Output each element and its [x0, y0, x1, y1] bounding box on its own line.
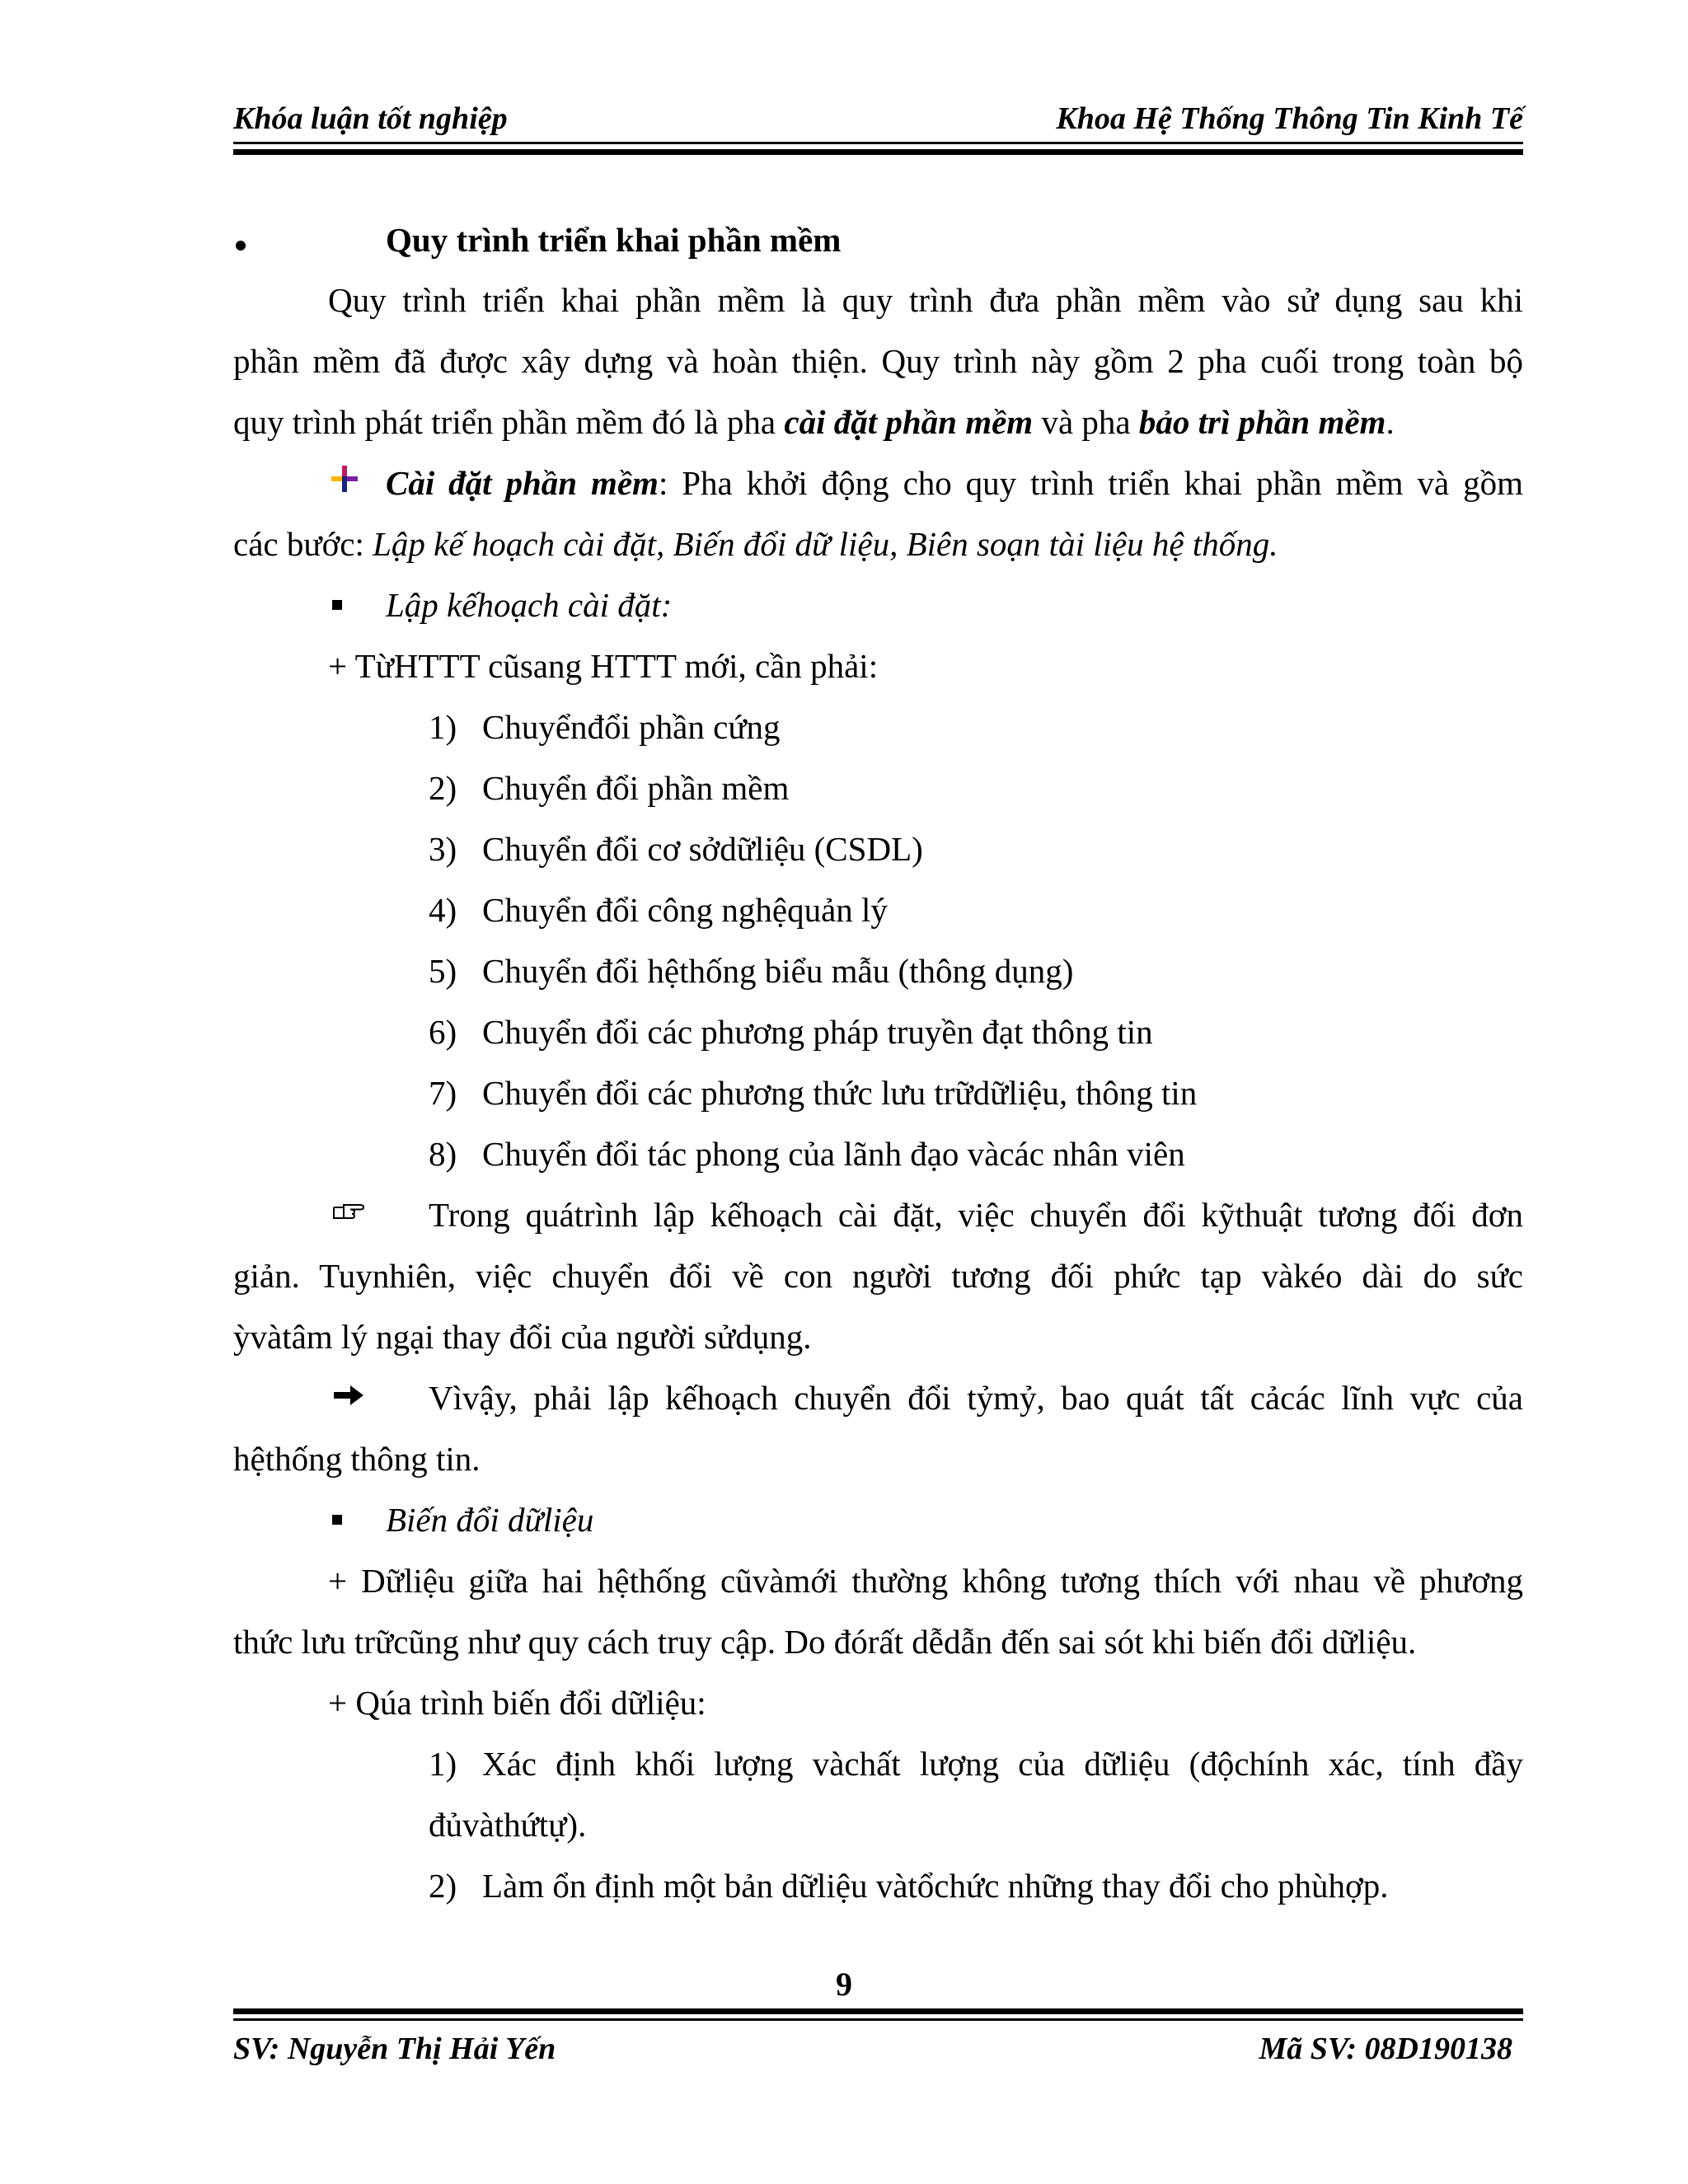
intro-line-1: Quy trình triển khai phần mềm là quy trình đưa phần mềm vào sử dụng sau khi	[328, 281, 1523, 319]
convert-item-1-cont: đủvàthứtự).	[429, 1806, 587, 1844]
convert-item-2: Làm ổn định một bản dữliệu vàtổchức những thay đổi cho phùhợp.	[482, 1867, 1389, 1905]
convert-heading: Biến đổi dữliệu	[386, 1501, 594, 1539]
list-item: Chuyển đổi hệthống biểu mẫu (thông dụng)	[482, 952, 1074, 990]
conclusion-line-1: Vìvậy, phải lập kếhoạch chuyển đổi tỷmỷ, bao quát tất cảcác lĩnh vực của	[429, 1379, 1523, 1417]
header-right: Khoa Hệ Thống Thông Tin Kinh Tế	[1056, 101, 1523, 136]
list-item: Chuyển đổi tác phong của lãnh đạo vàcác nhân viên	[482, 1135, 1185, 1173]
header-left: Khóa luận tốt nghiệp	[233, 101, 508, 136]
list-item: Chuyển đổi công nghệquản lý	[482, 891, 888, 929]
square-bullet-icon	[332, 1515, 342, 1525]
list-item-number: 3)	[429, 830, 457, 868]
list-item: Chuyểnđổi phần cứng	[482, 708, 781, 746]
convert-line-1: + Dữliệu giữa hai hệthống cũvàmới thường không tương thích với nhau về phương	[328, 1562, 1523, 1600]
note-line-2: giản. Tuynhiên, việc chuyển đổi về con người tương đối phức tạp vàkéo dài do sức	[233, 1257, 1523, 1295]
footer-student-name: SV: Nguyễn Thị Hải Yến	[233, 2032, 556, 2066]
install-steps: Lập kế hoạch cài đặt, Biến đổi dữ liệu, Biên soạn tài liệu hệ thống.	[373, 525, 1278, 563]
square-bullet-icon	[332, 600, 342, 610]
plus-star-icon	[330, 464, 359, 494]
install-text: các bước:	[233, 525, 373, 563]
note-line-1: Trong quátrình lập kếhoạch cài đặt, việc chuyển đổi kỹthuật tương đối đơn	[429, 1196, 1523, 1234]
list-item-number: 1)	[429, 1745, 457, 1783]
section-title: Quy trình triển khai phần mềm	[386, 221, 842, 259]
arrow-right-icon	[332, 1382, 365, 1408]
intro-text: .	[1386, 403, 1395, 441]
convert-process: + Qúa trình biến đổi dữliệu:	[328, 1684, 706, 1722]
convert-line-2: thức lưu trữcũng như quy cách truy cập. Do đórất dễdẫn đến sai sót khi biến đổi dữliệu.	[233, 1623, 1417, 1661]
install-line-2	[233, 521, 1278, 567]
footer-rule-thick	[233, 2008, 1523, 2014]
conclusion-line-2: hệthống thông tin.	[233, 1440, 481, 1478]
list-item-number: 1)	[429, 708, 457, 746]
install-text: : Pha khởi động cho quy trình triển khai phần mềm và gồm	[658, 464, 1523, 502]
plan-heading: Lập kếhoạch cài đặt:	[386, 586, 673, 624]
intro-text: quy trình phát triển phần mềm đó là pha	[233, 403, 785, 441]
plan-intro: + TừHTTT cũsang HTTT mới, cần phải:	[328, 647, 879, 685]
intro-emph-install: cài đặt phần mềm	[784, 403, 1034, 441]
intro-line-3	[233, 399, 1395, 445]
footer-student-id: Mã SV: 08D190138	[1259, 2032, 1512, 2066]
bullet-dot-icon	[236, 241, 246, 251]
footer-rule-thin	[233, 2018, 1523, 2021]
list-item-number: 6)	[429, 1013, 457, 1051]
list-item-number: 4)	[429, 891, 457, 929]
convert-item-1: Xác định khối lượng vàchất lượng của dữliệu (độchính xác, tính đầy	[482, 1745, 1523, 1783]
page-number: 9	[836, 1966, 852, 2003]
intro-emph-maintain: bảo trì phần mềm	[1138, 403, 1386, 441]
install-label: Cài đặt phần mềm	[386, 464, 659, 502]
list-item: Chuyển đổi cơ sởdữliệu (CSDL)	[482, 830, 923, 868]
list-item: Chuyển đổi phần mềm	[482, 769, 790, 807]
list-item-number: 5)	[429, 952, 457, 990]
header-rule-thick	[233, 149, 1523, 155]
intro-text: và pha	[1033, 403, 1139, 441]
list-item-number: 2)	[429, 1867, 457, 1905]
pointing-hand-icon	[332, 1200, 365, 1221]
intro-line-2: phần mềm đã được xây dựng và hoàn thiện. Quy trình này gồm 2 pha cuối trong toàn bộ	[233, 342, 1523, 380]
header-rule-thin	[233, 142, 1523, 144]
note-line-3: ỳvàtâm lý ngại thay đổi của người sửdụng.	[233, 1318, 812, 1356]
list-item: Chuyển đổi các phương pháp truyền đạt thông tin	[482, 1013, 1153, 1051]
list-item-number: 2)	[429, 769, 457, 807]
list-item-number: 8)	[429, 1135, 457, 1173]
list-item-number: 7)	[429, 1074, 457, 1112]
install-line-1	[386, 460, 1523, 506]
list-item: Chuyển đổi các phương thức lưu trữdữliệu, thông tin	[482, 1074, 1198, 1112]
